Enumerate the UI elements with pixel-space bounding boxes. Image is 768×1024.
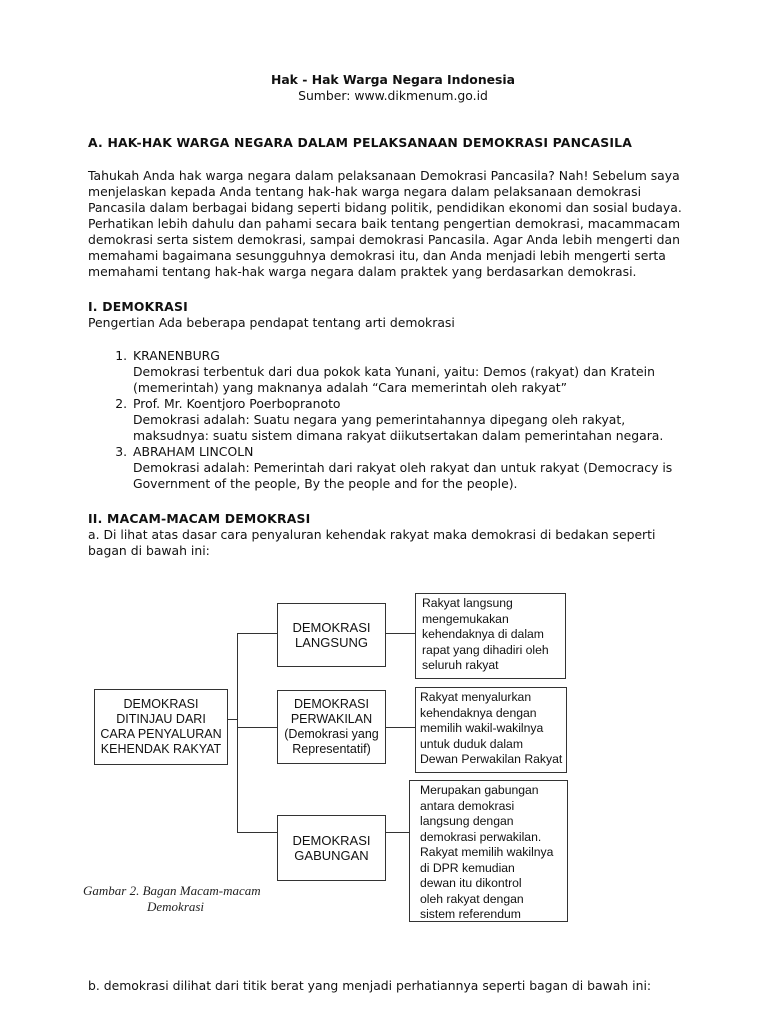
list-item	[131, 348, 698, 396]
page-title: Hak - Hak Warga Negara Indonesia	[270, 72, 516, 87]
list-item-text: Demokrasi terbentuk dari dua pokok kata Yunani, yaitu: Demos (rakyat) dan Kratein (memerintah) yang maknanya adalah “Cara memerintah oleh rakyat”	[133, 364, 655, 395]
branch-label: DEMOKRASI GABUNGAN	[292, 833, 371, 863]
connector-line	[237, 832, 277, 833]
branch-label: DEMOKRASI PERWAKILAN (Demokrasi yang Representatif)	[284, 697, 379, 756]
section-a-paragraph: Tahukah Anda hak warga negara dalam pelaksanaan Demokrasi Pancasila? Nah! Sebelum saya menjelaskan kepada Anda tentang hak-hak warga negara dalam pelaksanaan demokrasi Pancasila dalam berbagai bidang seperti bidang politik, pendidikan ekonomi dan sosial budaya. Perhatikan lebih dahulu dan pahami secara baik tentang pengertian demokrasi, macammacam demokrasi serta sistem demokrasi, sampai demokrasi Pancasila. Agar Anda lebih mengerti dan memahami bagaimana sesungguhnya demokrasi itu, dan Anda menjadi lebih mengerti serta memahami tentang hak-hak warga negara dalam praktek yang berdasarkan demokrasi.	[88, 168, 682, 279]
list-item-text: Demokrasi adalah: Suatu negara yang pemerintahannya dipegang oleh rakyat, maksudnya: suatu sistem dimana rakyat diikutsertakan dalam pemerintahan negara.	[133, 412, 664, 443]
connector-line	[385, 633, 415, 634]
connector-line	[385, 727, 415, 728]
section-2-heading: II. MACAM-MACAM DEMOKRASI	[88, 511, 311, 526]
connector-line	[237, 727, 277, 728]
desc-box-langsung: Rakyat langsung mengemukakan kehendaknya di dalam rapat yang dihadiri oleh seluruh rakyat	[415, 593, 566, 679]
section-1-heading: I. DEMOKRASI	[88, 299, 188, 314]
source-line: Sumber: www.dikmenum.go.id	[298, 88, 488, 103]
connector-line	[237, 633, 238, 833]
section-a-heading: A. HAK-HAK WARGA NEGARA DALAM PELAKSANAAN DEMOKRASI PANCASILA	[88, 135, 633, 150]
branch-box-perwakilan	[277, 690, 386, 764]
root-label: DEMOKRASI DITINJAU DARI CARA PENYALURAN KEHENDAK RAKYAT	[100, 697, 222, 756]
branch-box-langsung	[277, 603, 386, 667]
document-text	[88, 72, 698, 559]
figure-caption: Gambar 2. Bagan Macam-macam Demokrasi	[83, 883, 261, 914]
list-item-text: Demokrasi adalah: Pemerintah dari rakyat oleh rakyat dan untuk rakyat (Democracy is Government of the people, By the people and for the people).	[133, 460, 673, 491]
list-item	[131, 396, 698, 444]
section-1-intro: Pengertian Ada beberapa pendapat tentang arti demokrasi	[88, 315, 455, 330]
list-item	[131, 444, 698, 492]
branch-label: DEMOKRASI LANGSUNG	[292, 620, 371, 650]
list-item-name: 2. Prof. Mr. Koentjoro Poerbopranoto	[133, 396, 341, 411]
desc-box-perwakilan: Rakyat menyalurkan kehendaknya dengan memilih wakil-wakilnya untuk duduk dalam Dewan Perwakilan Rakyat	[415, 687, 567, 773]
list-item-name: 1. KRANENBURG	[133, 348, 220, 363]
connector-line	[237, 633, 277, 634]
section-2-footer: b. demokrasi dilihat dari titik berat yang menjadi perhatiannya seperti bagan di bawah ini:	[88, 978, 652, 993]
section-2-intro: a. Di lihat atas dasar cara penyaluran kehendak rakyat maka demokrasi di bedakan seperti bagan di bawah ini:	[88, 527, 656, 558]
branch-box-gabungan	[277, 815, 386, 881]
root-box	[94, 689, 228, 765]
desc-box-gabungan: Merupakan gabungan antara demokrasi langsung dengan demokrasi perwakilan. Rakyat memilih wakilnya di DPR kemudian dewan itu dikontrol oleh rakyat dengan sistem referendum	[409, 780, 568, 922]
definition-list	[88, 348, 698, 492]
list-item-name: 3. ABRAHAM LINCOLN	[133, 444, 254, 459]
